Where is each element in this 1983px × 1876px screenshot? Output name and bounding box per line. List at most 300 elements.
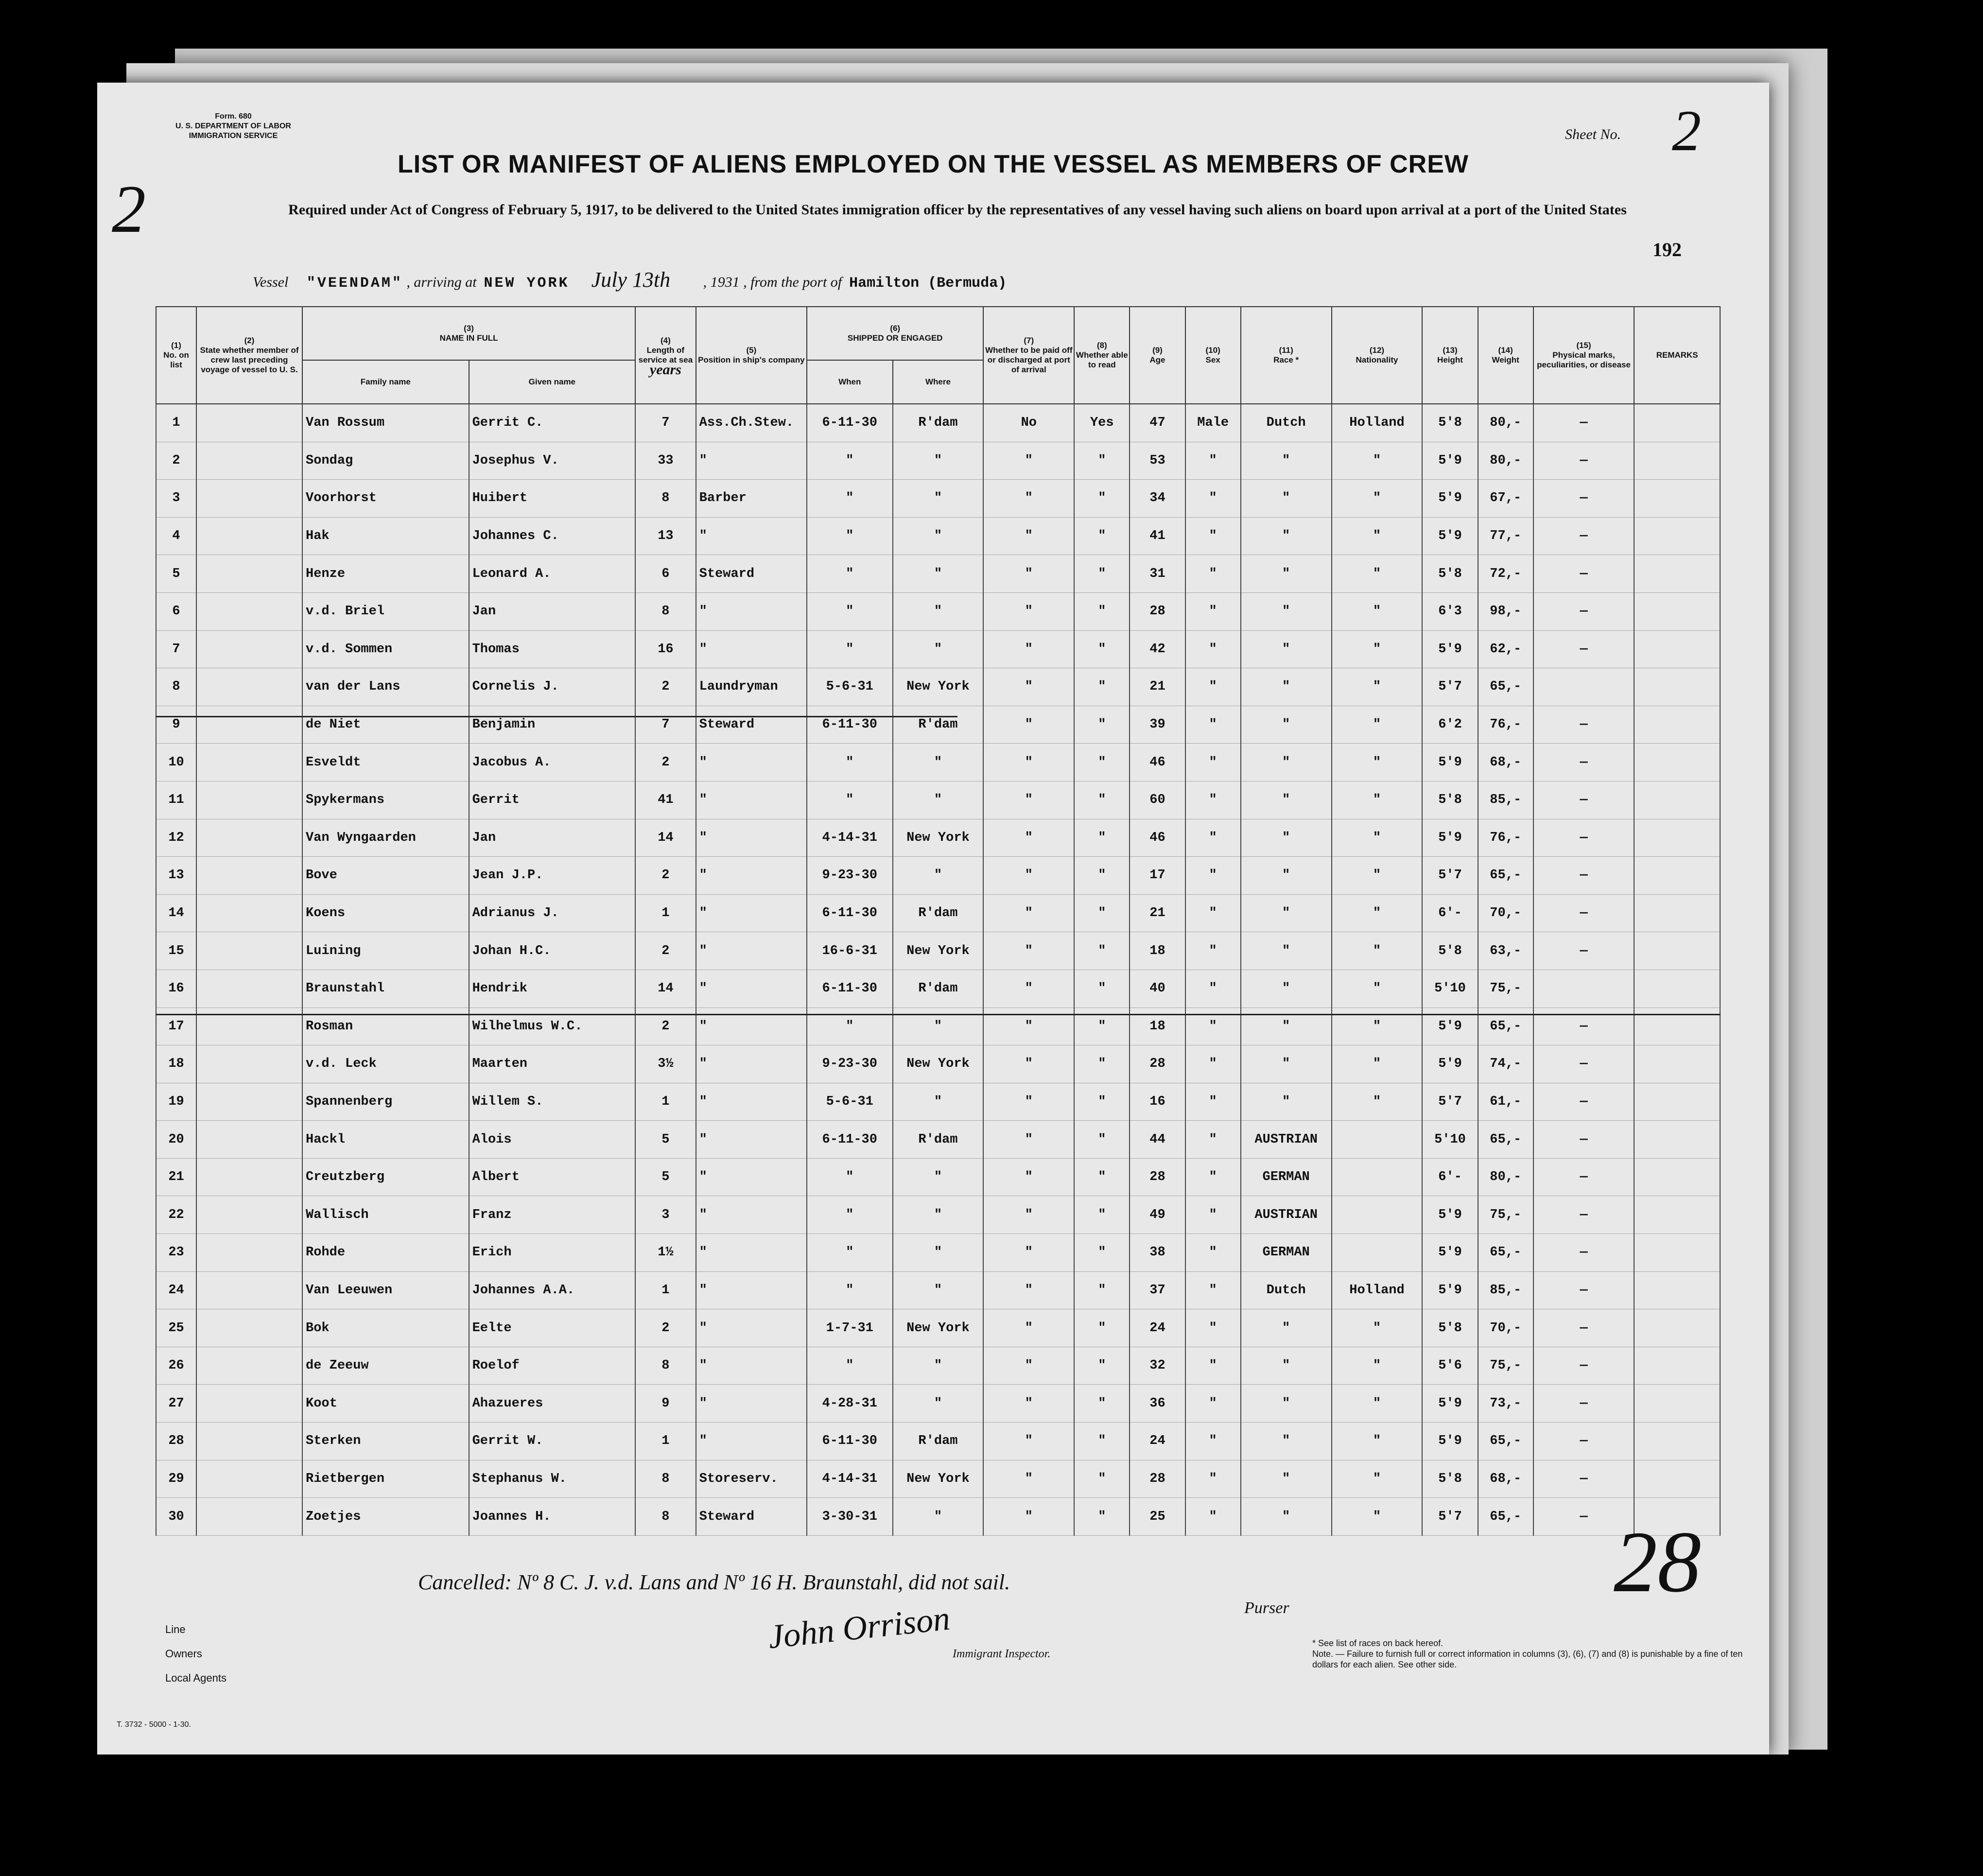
cell-remarks bbox=[1634, 970, 1720, 1007]
table-row bbox=[156, 781, 1720, 819]
cell-no: 24 bbox=[156, 1271, 196, 1309]
cell-weight: 70,- bbox=[1478, 894, 1533, 932]
cell-race: " bbox=[1241, 1045, 1332, 1083]
cell-state bbox=[196, 706, 302, 744]
cell-nationality: " bbox=[1332, 1385, 1423, 1423]
cell-sex: " bbox=[1185, 970, 1241, 1007]
cell-where: New York bbox=[893, 1309, 984, 1347]
cell-age: 18 bbox=[1130, 1007, 1185, 1045]
cell-no: 8 bbox=[156, 668, 196, 706]
cell-position: " bbox=[696, 970, 807, 1007]
cell-position: Storeserv. bbox=[696, 1460, 807, 1498]
cell-position: " bbox=[696, 857, 807, 895]
cell-weight: 63,- bbox=[1478, 932, 1533, 970]
purser-label: Purser bbox=[1244, 1599, 1289, 1617]
cell-where: " bbox=[893, 744, 984, 782]
cell-race: " bbox=[1241, 1007, 1332, 1045]
cell-sex: " bbox=[1185, 517, 1241, 555]
cell-height: 5'9 bbox=[1422, 1385, 1478, 1423]
cell-when: 6-11-30 bbox=[807, 1121, 892, 1159]
cell-paid: " bbox=[983, 857, 1074, 895]
cell-no: 29 bbox=[156, 1460, 196, 1498]
cell-height: 5'8 bbox=[1422, 1460, 1478, 1498]
cell-remarks bbox=[1634, 630, 1720, 668]
cell-family: Henze bbox=[302, 555, 469, 593]
cell-age: 38 bbox=[1130, 1234, 1185, 1272]
cell-given: Gerrit bbox=[469, 781, 636, 819]
cell-nationality: " bbox=[1332, 706, 1423, 744]
cell-nationality bbox=[1332, 1121, 1423, 1159]
cell-state bbox=[196, 1158, 302, 1196]
cell-nationality bbox=[1332, 1196, 1423, 1234]
table-row bbox=[156, 442, 1720, 480]
table-row bbox=[156, 630, 1720, 668]
cell-position: Barber bbox=[696, 480, 807, 518]
table-row bbox=[156, 1423, 1720, 1460]
table-row bbox=[156, 1196, 1720, 1234]
cell-remarks bbox=[1634, 1158, 1720, 1196]
cell-marks: — bbox=[1533, 819, 1635, 857]
cell-weight: 65,- bbox=[1478, 1423, 1533, 1460]
cell-age: 36 bbox=[1130, 1385, 1185, 1423]
cell-position: " bbox=[696, 1271, 807, 1309]
cell-given: Adrianus J. bbox=[469, 894, 636, 932]
cell-no: 15 bbox=[156, 932, 196, 970]
cell-remarks bbox=[1634, 1196, 1720, 1234]
cell-no: 5 bbox=[156, 555, 196, 593]
cell-read: " bbox=[1074, 442, 1130, 480]
cell-state bbox=[196, 1121, 302, 1159]
table-row bbox=[156, 819, 1720, 857]
cell-state bbox=[196, 442, 302, 480]
cell-sex: " bbox=[1185, 1423, 1241, 1460]
cell-remarks bbox=[1634, 1423, 1720, 1460]
cell-service: 2 bbox=[635, 744, 696, 782]
table-row bbox=[156, 1158, 1720, 1196]
manifest-page bbox=[97, 83, 1769, 1754]
cell-marks: — bbox=[1533, 404, 1635, 442]
cell-state bbox=[196, 1045, 302, 1083]
cell-height: 5'8 bbox=[1422, 555, 1478, 593]
cell-no: 25 bbox=[156, 1309, 196, 1347]
cell-height: 5'9 bbox=[1422, 630, 1478, 668]
cell-given: Jan bbox=[469, 592, 636, 630]
cell-state bbox=[196, 1309, 302, 1347]
cell-sex: " bbox=[1185, 1045, 1241, 1083]
cell-marks: — bbox=[1533, 1271, 1635, 1309]
cell-paid: " bbox=[983, 819, 1074, 857]
cell-given: Franz bbox=[469, 1196, 636, 1234]
table-row bbox=[156, 1347, 1720, 1385]
cell-paid: " bbox=[983, 744, 1074, 782]
cell-when: 6-11-30 bbox=[807, 1423, 892, 1460]
cell-marks: — bbox=[1533, 1196, 1635, 1234]
cell-weight: 72,- bbox=[1478, 555, 1533, 593]
cell-paid: " bbox=[983, 1045, 1074, 1083]
cell-remarks bbox=[1634, 517, 1720, 555]
cell-read: " bbox=[1074, 819, 1130, 857]
cell-when: " bbox=[807, 630, 892, 668]
cell-paid: " bbox=[983, 1007, 1074, 1045]
cell-paid: " bbox=[983, 706, 1074, 744]
cell-sex: " bbox=[1185, 1083, 1241, 1121]
cell-nationality: " bbox=[1332, 932, 1423, 970]
table-row bbox=[156, 1498, 1720, 1536]
cell-marks: — bbox=[1533, 1158, 1635, 1196]
cell-service: 14 bbox=[635, 970, 696, 1007]
cell-family: Rohde bbox=[302, 1234, 469, 1272]
cell-family: Sondag bbox=[302, 442, 469, 480]
cell-no: 19 bbox=[156, 1083, 196, 1121]
cell-when: 5-6-31 bbox=[807, 668, 892, 706]
cell-service: 14 bbox=[635, 819, 696, 857]
cell-position: " bbox=[696, 1158, 807, 1196]
cell-when: " bbox=[807, 442, 892, 480]
cell-state bbox=[196, 744, 302, 782]
cell-when: 6-11-30 bbox=[807, 706, 892, 744]
cell-where: R'dam bbox=[893, 894, 984, 932]
table-row bbox=[156, 706, 1720, 744]
cell-sex: " bbox=[1185, 932, 1241, 970]
cell-nationality: " bbox=[1332, 1045, 1423, 1083]
owners-label: Owners bbox=[165, 1648, 202, 1660]
cell-position: " bbox=[696, 1196, 807, 1234]
cell-weight: 76,- bbox=[1478, 819, 1533, 857]
cell-remarks bbox=[1634, 442, 1720, 480]
col-no-header: (1) No. on list bbox=[156, 307, 196, 404]
cell-given: Leonard A. bbox=[469, 555, 636, 593]
table-row bbox=[156, 668, 1720, 706]
cell-marks: — bbox=[1533, 1007, 1635, 1045]
cell-no: 4 bbox=[156, 517, 196, 555]
cell-height: 5'9 bbox=[1422, 1271, 1478, 1309]
cell-nationality: " bbox=[1332, 857, 1423, 895]
col-marks-header: (15) Physical marks, peculiarities, or disease bbox=[1533, 307, 1635, 404]
cell-race: " bbox=[1241, 592, 1332, 630]
cell-age: 41 bbox=[1130, 517, 1185, 555]
cell-read: " bbox=[1074, 630, 1130, 668]
cell-family: de Zeeuw bbox=[302, 1347, 469, 1385]
col-sex-header: (10) Sex bbox=[1185, 307, 1241, 404]
cell-when: 1-7-31 bbox=[807, 1309, 892, 1347]
margin-mark: 2 bbox=[112, 172, 146, 247]
cell-sex: " bbox=[1185, 555, 1241, 593]
cell-no: 23 bbox=[156, 1234, 196, 1272]
cell-marks: — bbox=[1533, 744, 1635, 782]
col-given-header: Given name bbox=[469, 360, 636, 404]
cell-given: Jan bbox=[469, 819, 636, 857]
cell-nationality: Holland bbox=[1332, 1271, 1423, 1309]
cell-family: Creutzberg bbox=[302, 1158, 469, 1196]
cell-race: " bbox=[1241, 894, 1332, 932]
cell-given: Stephanus W. bbox=[469, 1460, 636, 1498]
cell-remarks bbox=[1634, 668, 1720, 706]
cell-nationality bbox=[1332, 1158, 1423, 1196]
cell-marks: — bbox=[1533, 857, 1635, 895]
cell-nationality: " bbox=[1332, 819, 1423, 857]
cell-state bbox=[196, 1498, 302, 1536]
cell-age: 17 bbox=[1130, 857, 1185, 895]
cell-where: " bbox=[893, 781, 984, 819]
cell-service: 2 bbox=[635, 1309, 696, 1347]
cell-height: 5'9 bbox=[1422, 480, 1478, 518]
cell-family: Van Rossum bbox=[302, 404, 469, 442]
cell-service: 1 bbox=[635, 1423, 696, 1460]
cell-race: " bbox=[1241, 480, 1332, 518]
cell-service: 1 bbox=[635, 894, 696, 932]
cell-where: R'dam bbox=[893, 1121, 984, 1159]
cell-no: 10 bbox=[156, 744, 196, 782]
cell-nationality: " bbox=[1332, 1423, 1423, 1460]
cell-nationality: " bbox=[1332, 442, 1423, 480]
cell-where: New York bbox=[893, 819, 984, 857]
cell-given: Johannes A.A. bbox=[469, 1271, 636, 1309]
cell-family: de Niet bbox=[302, 706, 469, 744]
cell-no: 17 bbox=[156, 1007, 196, 1045]
cell-nationality: " bbox=[1332, 517, 1423, 555]
cell-remarks bbox=[1634, 857, 1720, 895]
cell-no: 14 bbox=[156, 894, 196, 932]
cell-age: 47 bbox=[1130, 404, 1185, 442]
table-row bbox=[156, 857, 1720, 895]
cell-when: 4-14-31 bbox=[807, 819, 892, 857]
cell-read: " bbox=[1074, 1385, 1130, 1423]
table-row bbox=[156, 1121, 1720, 1159]
cell-height: 5'10 bbox=[1422, 1121, 1478, 1159]
cell-remarks bbox=[1634, 1007, 1720, 1045]
cell-race: " bbox=[1241, 1498, 1332, 1536]
cell-state bbox=[196, 1083, 302, 1121]
cell-paid: " bbox=[983, 932, 1074, 970]
cell-read: " bbox=[1074, 932, 1130, 970]
cell-remarks bbox=[1634, 744, 1720, 782]
table-row bbox=[156, 1045, 1720, 1083]
cell-paid: " bbox=[983, 1309, 1074, 1347]
cell-read: " bbox=[1074, 781, 1130, 819]
cell-service: 5 bbox=[635, 1121, 696, 1159]
cell-when: " bbox=[807, 480, 892, 518]
cell-marks: — bbox=[1533, 442, 1635, 480]
cell-where: " bbox=[893, 592, 984, 630]
cell-service: 8 bbox=[635, 592, 696, 630]
cell-race: GERMAN bbox=[1241, 1234, 1332, 1272]
cell-age: 24 bbox=[1130, 1309, 1185, 1347]
cell-sex: " bbox=[1185, 819, 1241, 857]
cell-when: " bbox=[807, 555, 892, 593]
col-remarks-header: REMARKS bbox=[1634, 307, 1720, 404]
cell-family: Rietbergen bbox=[302, 1460, 469, 1498]
cell-age: 28 bbox=[1130, 592, 1185, 630]
cell-paid: " bbox=[983, 1234, 1074, 1272]
cell-remarks bbox=[1634, 1121, 1720, 1159]
fine-note: Note. — Failure to furnish full or correct information in columns (3), (6), (7) and (8) is punishable by a fine of ten dollars for each alien. See other side. bbox=[1312, 1649, 1743, 1669]
cell-when: 4-14-31 bbox=[807, 1460, 892, 1498]
department: U. S. DEPARTMENT OF LABOR bbox=[175, 122, 291, 130]
cell-position: Steward bbox=[696, 706, 807, 744]
cell-state bbox=[196, 970, 302, 1007]
cell-read: " bbox=[1074, 1271, 1130, 1309]
cell-marks: — bbox=[1533, 1423, 1635, 1460]
cell-sex: " bbox=[1185, 1007, 1241, 1045]
col-where-header: Where bbox=[893, 360, 984, 404]
cell-family: Bove bbox=[302, 857, 469, 895]
cell-paid: " bbox=[983, 1196, 1074, 1234]
cell-age: 37 bbox=[1130, 1271, 1185, 1309]
cell-weight: 74,- bbox=[1478, 1045, 1533, 1083]
col-nationality-header: (12) Nationality bbox=[1332, 307, 1423, 404]
cell-nationality: " bbox=[1332, 1347, 1423, 1385]
cell-when: " bbox=[807, 1271, 892, 1309]
cell-given: Alois bbox=[469, 1121, 636, 1159]
cell-service: 8 bbox=[635, 1347, 696, 1385]
cell-service: 41 bbox=[635, 781, 696, 819]
cell-sex: " bbox=[1185, 1347, 1241, 1385]
cell-age: 40 bbox=[1130, 970, 1185, 1007]
cell-weight: 75,- bbox=[1478, 1196, 1533, 1234]
cell-weight: 65,- bbox=[1478, 668, 1533, 706]
cell-paid: " bbox=[983, 1083, 1074, 1121]
cell-race: " bbox=[1241, 744, 1332, 782]
cell-height: 6'2 bbox=[1422, 706, 1478, 744]
cell-family: Esveldt bbox=[302, 744, 469, 782]
cell-weight: 80,- bbox=[1478, 442, 1533, 480]
table-row bbox=[156, 480, 1720, 518]
cell-read: " bbox=[1074, 517, 1130, 555]
cell-family: v.d. Sommen bbox=[302, 630, 469, 668]
cell-height: 6'- bbox=[1422, 894, 1478, 932]
crew-table bbox=[156, 306, 1721, 1536]
cell-remarks bbox=[1634, 555, 1720, 593]
cell-position: Laundryman bbox=[696, 668, 807, 706]
cell-sex: " bbox=[1185, 592, 1241, 630]
cell-state bbox=[196, 1460, 302, 1498]
cell-family: Braunstahl bbox=[302, 970, 469, 1007]
cell-service: 33 bbox=[635, 442, 696, 480]
cell-family: Spykermans bbox=[302, 781, 469, 819]
cell-when: " bbox=[807, 744, 892, 782]
cell-sex: " bbox=[1185, 781, 1241, 819]
cell-sex: " bbox=[1185, 706, 1241, 744]
strike-row-16 bbox=[156, 1014, 1721, 1015]
cell-service: 1 bbox=[635, 1083, 696, 1121]
cell-age: 60 bbox=[1130, 781, 1185, 819]
cell-position: " bbox=[696, 1121, 807, 1159]
col-race-header: (11) Race * bbox=[1241, 307, 1332, 404]
cell-service: 2 bbox=[635, 668, 696, 706]
cell-family: v.d. Briel bbox=[302, 592, 469, 630]
races-note: * See list of races on back hereof. bbox=[1312, 1638, 1444, 1648]
cell-sex: " bbox=[1185, 1234, 1241, 1272]
cell-family: Rosman bbox=[302, 1007, 469, 1045]
cell-no: 16 bbox=[156, 970, 196, 1007]
cell-given: Erich bbox=[469, 1234, 636, 1272]
inspector-signature: John Orrison bbox=[766, 1599, 952, 1656]
cell-nationality: " bbox=[1332, 555, 1423, 593]
cell-nationality: " bbox=[1332, 480, 1423, 518]
cell-no: 28 bbox=[156, 1423, 196, 1460]
sheet-number: 2 bbox=[1672, 98, 1701, 163]
cell-age: 21 bbox=[1130, 894, 1185, 932]
cell-given: Hendrik bbox=[469, 970, 636, 1007]
cell-remarks bbox=[1634, 932, 1720, 970]
cell-marks: — bbox=[1533, 894, 1635, 932]
cell-where: " bbox=[893, 442, 984, 480]
cell-sex: " bbox=[1185, 1121, 1241, 1159]
cell-nationality: " bbox=[1332, 781, 1423, 819]
cell-read: " bbox=[1074, 555, 1130, 593]
cell-marks: — bbox=[1533, 781, 1635, 819]
cell-no: 2 bbox=[156, 442, 196, 480]
cell-position: " bbox=[696, 442, 807, 480]
cell-nationality: " bbox=[1332, 970, 1423, 1007]
cell-family: Hak bbox=[302, 517, 469, 555]
from-label: , from the port of bbox=[743, 274, 842, 290]
inspector-label: Immigrant Inspector. bbox=[953, 1648, 1051, 1660]
cell-when: 6-11-30 bbox=[807, 404, 892, 442]
cell-height: 5'9 bbox=[1422, 1007, 1478, 1045]
cell-remarks bbox=[1634, 819, 1720, 857]
cell-age: 25 bbox=[1130, 1498, 1185, 1536]
cell-no: 1 bbox=[156, 404, 196, 442]
cell-family: Zoetjes bbox=[302, 1498, 469, 1536]
cell-age: 42 bbox=[1130, 630, 1185, 668]
page-title: LIST OR MANIFEST OF ALIENS EMPLOYED ON THE VESSEL AS MEMBERS OF CREW bbox=[398, 150, 1469, 178]
cell-paid: " bbox=[983, 1385, 1074, 1423]
cell-weight: 98,- bbox=[1478, 592, 1533, 630]
cell-nationality: " bbox=[1332, 1460, 1423, 1498]
cell-weight: 85,- bbox=[1478, 1271, 1533, 1309]
cell-read: " bbox=[1074, 592, 1130, 630]
cell-weight: 65,- bbox=[1478, 1007, 1533, 1045]
cell-read: " bbox=[1074, 744, 1130, 782]
cell-state bbox=[196, 1423, 302, 1460]
cell-state bbox=[196, 1385, 302, 1423]
cell-height: 5'9 bbox=[1422, 1234, 1478, 1272]
cell-paid: " bbox=[983, 592, 1074, 630]
cell-age: 21 bbox=[1130, 668, 1185, 706]
cell-family: Luining bbox=[302, 932, 469, 970]
cell-marks: — bbox=[1533, 1309, 1635, 1347]
cell-service: 13 bbox=[635, 517, 696, 555]
cell-where: R'dam bbox=[893, 404, 984, 442]
cell-given: Ahazueres bbox=[469, 1385, 636, 1423]
cell-when: 9-23-30 bbox=[807, 857, 892, 895]
cell-height: 5'9 bbox=[1422, 1045, 1478, 1083]
cell-paid: " bbox=[983, 1347, 1074, 1385]
cell-given: Huibert bbox=[469, 480, 636, 518]
cell-height: 5'7 bbox=[1422, 1083, 1478, 1121]
cell-no: 26 bbox=[156, 1347, 196, 1385]
cell-weight: 68,- bbox=[1478, 744, 1533, 782]
cell-height: 5'7 bbox=[1422, 1498, 1478, 1536]
cell-read: " bbox=[1074, 1234, 1130, 1272]
cell-position: Ass.Ch.Stew. bbox=[696, 404, 807, 442]
cell-state bbox=[196, 819, 302, 857]
cell-nationality: " bbox=[1332, 630, 1423, 668]
table-row bbox=[156, 744, 1720, 782]
cell-service: 8 bbox=[635, 1498, 696, 1536]
cell-service: 3 bbox=[635, 1196, 696, 1234]
cell-nationality: " bbox=[1332, 894, 1423, 932]
cell-when: " bbox=[807, 1158, 892, 1196]
cell-where: New York bbox=[893, 932, 984, 970]
cell-state bbox=[196, 1271, 302, 1309]
cell-given: Joannes H. bbox=[469, 1498, 636, 1536]
cell-remarks bbox=[1634, 480, 1720, 518]
col-read-header: (8) Whether able to read bbox=[1074, 307, 1130, 404]
cell-sex: " bbox=[1185, 668, 1241, 706]
cell-read: Yes bbox=[1074, 404, 1130, 442]
